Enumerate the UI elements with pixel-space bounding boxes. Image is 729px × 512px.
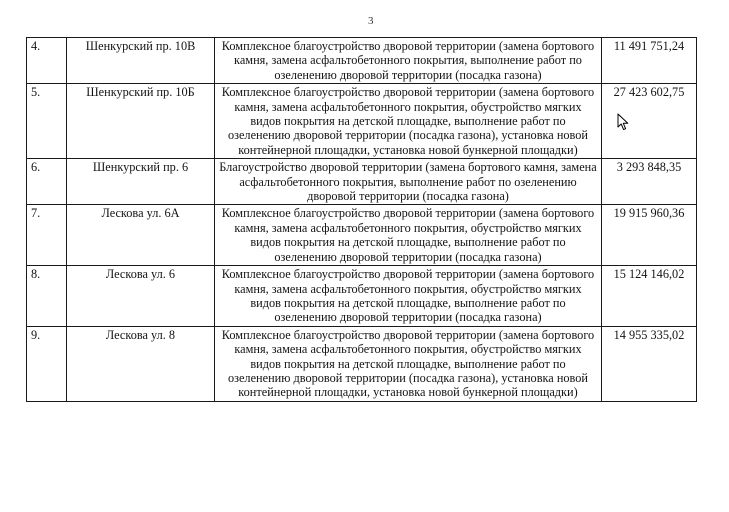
row-amount: 11 491 751,24 [602, 38, 697, 84]
row-address: Лескова ул. 6 [67, 266, 215, 327]
row-address: Лескова ул. 8 [67, 326, 215, 401]
row-number: 5. [27, 84, 67, 159]
row-description: Комплексное благоустройство дворовой территории (замена бортового камня, замена асфальтобетонного покрытия, обустройство мягких видов покрытия на детской площадке, выполнение работ по озеленению дворовой территории (посадка газона) [215, 266, 602, 327]
row-amount: 3 293 848,35 [602, 159, 697, 205]
row-amount: 27 423 602,75 [602, 84, 697, 159]
table-row [27, 266, 697, 327]
row-amount: 15 124 146,02 [602, 266, 697, 327]
row-amount: 19 915 960,36 [602, 205, 697, 266]
page-number: 3 [368, 15, 374, 27]
mouse-cursor-icon [617, 113, 631, 131]
row-number: 8. [27, 266, 67, 327]
row-amount: 14 955 335,02 [602, 326, 697, 401]
row-address: Шенкурский пр. 6 [67, 159, 215, 205]
row-address: Шенкурский пр. 10В [67, 38, 215, 84]
table-row [27, 38, 697, 84]
row-description: Комплексное благоустройство дворовой территории (замена бортового камня, замена асфальтобетонного покрытия, выполнение работ по озеленению дворовой территории (посадка газона) [215, 38, 602, 84]
table-row [27, 326, 697, 401]
row-number: 6. [27, 159, 67, 205]
row-address: Шенкурский пр. 10Б [67, 84, 215, 159]
row-number: 4. [27, 38, 67, 84]
row-number: 9. [27, 326, 67, 401]
row-address: Лескова ул. 6А [67, 205, 215, 266]
row-description: Комплексное благоустройство дворовой территории (замена бортового камня, замена асфальтобетонного покрытия, обустройство мягких видов покрытия на детской площадке, выполнение работ по озеленению дворовой территории (посадка газона) [215, 205, 602, 266]
row-number: 7. [27, 205, 67, 266]
works-table [26, 37, 697, 402]
row-description: Комплексное благоустройство дворовой территории (замена бортового камня, замена асфальтобетонного покрытия, обустройство мягких видов покрытия на детской площадке, выполнение работ по озеленению дворовой территории (посадка газона), установка новой контейнерной площадки, установка новой бункерной площадки) [215, 84, 602, 159]
table-row [27, 205, 697, 266]
row-description: Благоустройство дворовой территории (замена бортового камня, замена асфальтобетонного покрытия, выполнение работ по озеленению дворовой территории (посадка газона) [215, 159, 602, 205]
table-row [27, 84, 697, 159]
row-description: Комплексное благоустройство дворовой территории (замена бортового камня, замена асфальтобетонного покрытия, обустройство мягких видов покрытия на детской площадке, выполнение работ по озеленению дворовой территории (посадка газона), установка новой контейнерной площадки, установка новой бункерной площадки) [215, 326, 602, 401]
table-row [27, 159, 697, 205]
